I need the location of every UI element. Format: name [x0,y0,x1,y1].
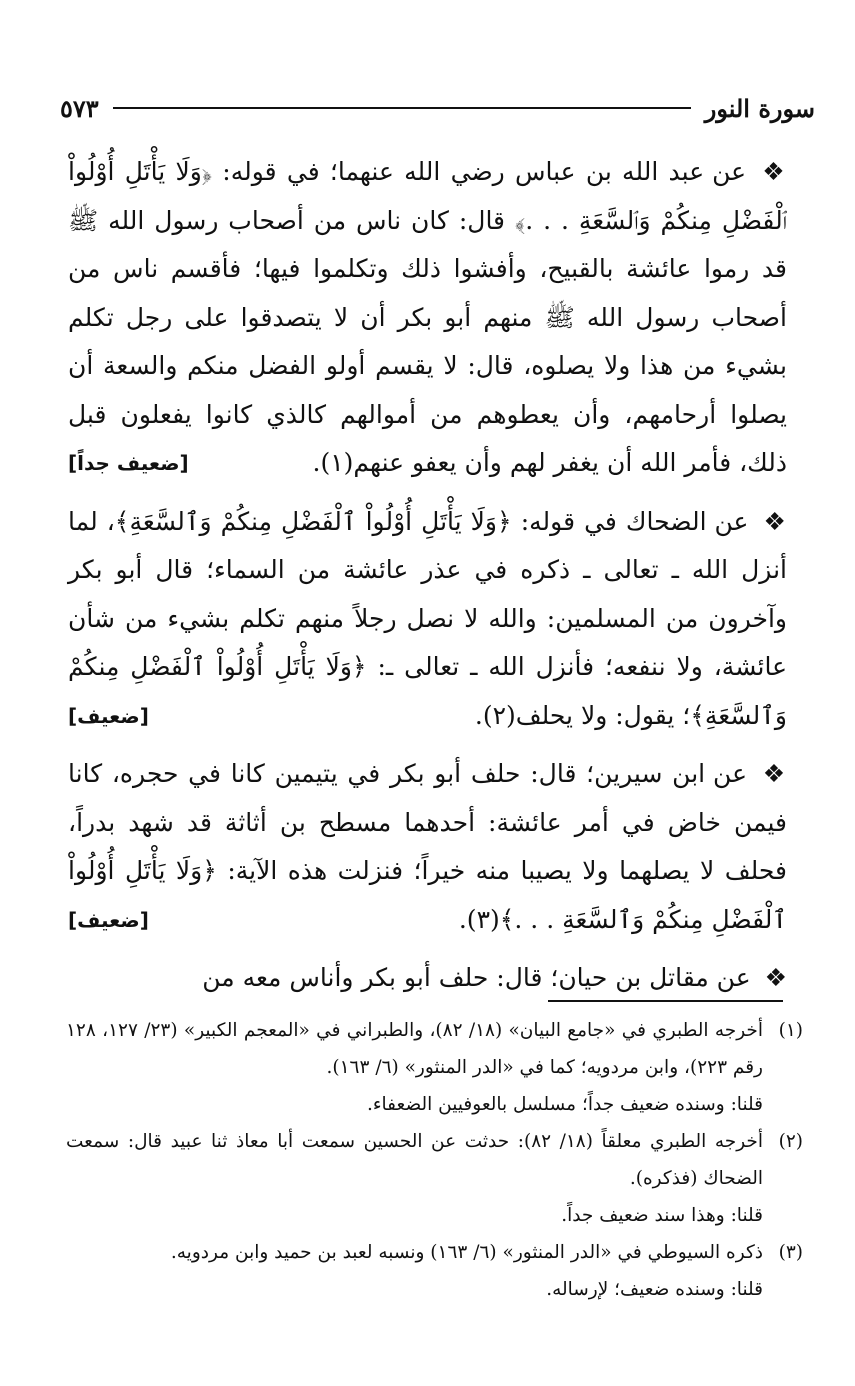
narration-text: عن مقاتل بن حيان؛ قال: حلف أبو بكر وأناس معه من [202,963,751,992]
grading-badge: [ضعيف] [68,907,149,932]
footnote-line: أخرجه الطبري في «جامع البيان» (١٨/ ٨٢)، والطبراني في «المعجم الكبير» (٢٣/ ١٢٧، ١٢٨ رقم ٢٢٣)، وابن مردويه؛ كما في «الدر المنثور» (٦/ ١٦٣). [66,1020,763,1078]
footnote-number: (٣) [778,1242,803,1263]
surah-title: سورة النور [704,93,815,123]
footnote-number: (٢) [778,1131,803,1152]
footnote-text [66,1012,763,1123]
diamond-bullet-icon: ❖ [762,759,787,788]
narration-text: عن عبد الله بن عباس رضي الله عنهما؛ في قوله: ﴿وَلَا يَأْتَلِ أُوْلُواْ ٱلْفَضْلِ مِنكُمْ وَٱلسَّعَةِ . . .﴾ قال: كان ناس من أصحاب رسول الله ﷺ قد رموا عائشة بالقبيح، وأفشوا ذلك وتكلموا فيها؛ فأقسم ناس من أصحاب رسول الله ﷺ منهم أبو بكر أن لا يتصدقوا على رجل تكلم بشيء من هذا ولا يصلوه، قال: لا يقسم أولو الفضل منكم والسعة أن يصلوا أرحامهم، وأن يعطوهم من أموالهم كالذي كانوا يفعلون قبل ذلك، فأمر الله أن يغفر لهم وأن يعفو عنهم(١). [68,157,787,477]
footnote-text [66,1123,763,1234]
diamond-bullet-icon: ❖ [763,506,787,536]
footnote-number: (١) [778,1020,803,1041]
footnote [66,1012,803,1123]
grading-badge: [ضعيف جداً] [68,451,189,475]
narration-text: عن الضحاك في قوله: ﴿وَلَا يَأْتَلِ أُوْلُواْ ٱلْفَضْلِ مِنكُمْ وَٱلسَّعَةِ﴾، لما أنزل الله ـ تعالى ـ ذكره في عذر عائشة من السماء؛ قال أبو بكر وآخرون من المسلمين: والله لا نصل رجلاً منهم تكلم بشيء من شأن عائشة، ولا ننفعه؛ فأنزل الله ـ تعالى ـ: ﴿وَلَا يَأْتَلِ أُوْلُواْ ٱلْفَضْلِ مِنكُمْ وَٱلسَّعَةِ﴾؛ يقول: ولا يحلف(٢). [68,506,787,730]
footnote [66,1234,803,1308]
main-text [68,148,787,1013]
grading-badge: [ضعيف] [68,703,149,728]
header-rule [113,107,691,109]
narration-paragraph [68,954,787,1003]
narration-paragraph [68,750,787,944]
footnote [66,1123,803,1234]
footnote-line: قلنا: وسنده ضعيف؛ لإرساله. [546,1279,763,1300]
footnote-line: ذكره السيوطي في «الدر المنثور» (٦/ ١٦٣) ونسبه لعبد بن حميد وابن مردويه. [170,1242,763,1263]
footnote-line: قلنا: وهذا سند ضعيف جداً. [561,1205,763,1226]
diamond-bullet-icon: ❖ [764,963,787,992]
page-header [60,88,815,128]
narration-paragraph [68,498,787,741]
footnotes [66,1012,803,1308]
footnote-line: أخرجه الطبري معلقاً (١٨/ ٨٢): حدثت عن الحسين سمعت أبا معاذ ثنا عبيد قال: سمعت الضحاك (فذكره). [66,1131,763,1189]
footnote-line: قلنا: وسنده ضعيف جداً؛ مسلسل بالعوفيين الضعفاء. [366,1094,763,1115]
narration-paragraph [68,148,787,488]
footnote-divider [548,1000,783,1002]
diamond-bullet-icon: ❖ [762,157,787,186]
footnote-text [66,1234,763,1308]
page-number: ٥٧٣ [60,93,99,123]
narration-text: عن ابن سيرين؛ قال: حلف أبو بكر في يتيمين كانا في حجره، كانا فيمن خاض في أمر عائشة: أحدهما مسطح بن أثاثة قد شهد بدراً، فحلف لا يصلهما ولا يصيبا منه خيراً؛ فنزلت هذه الآية: ﴿وَلَا يَأْتَلِ أُوْلُواْ ٱلْفَضْلِ مِنكُمْ وَٱلسَّعَةِ . . .﴾(٣). [68,759,787,934]
